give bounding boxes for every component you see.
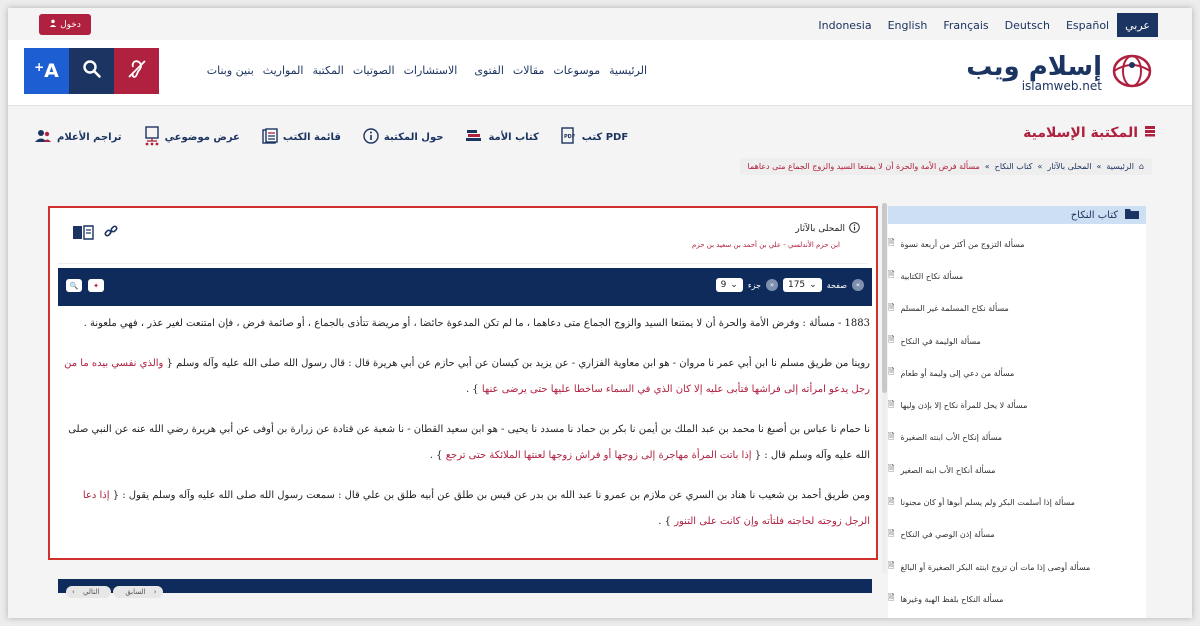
sidebar-chapter-title[interactable]: كتاب النكاح bbox=[888, 206, 1146, 224]
language-list bbox=[810, 13, 1158, 37]
nav-boys-girls[interactable]: بنين وبنات bbox=[206, 64, 254, 77]
library-title[interactable]: المكتبة الإسلامية bbox=[1023, 125, 1156, 141]
book-title: المحلى بالآثار bbox=[795, 222, 860, 236]
hadith-icon[interactable]: ✦ bbox=[88, 279, 104, 292]
content-scrollbar[interactable] bbox=[882, 203, 887, 573]
library-link-books-list[interactable]: قائمة الكتب bbox=[262, 126, 341, 149]
prev-next-nav bbox=[66, 586, 163, 598]
paragraph: 1883 - مسألة : وفرض الأمة والحرة أن لا يمتنعا السيد والزوج الجماع متى دعاهما ، ما لم تكن المدعوة حائضا ، أو مريضة تتأذى بالجماع ، أو صائمة فرض ، فإن امتنعت لغير عذر ، فهي ملعونة . bbox=[83, 318, 870, 329]
sidebar-item[interactable]: 🗎 مسألة أوصى إذا مات أن تزوج ابنته البكر الصغيرة أو البالغ bbox=[888, 551, 1146, 583]
breadcrumb-chapter[interactable]: كتاب النكاح bbox=[994, 162, 1033, 171]
browser-page bbox=[8, 8, 1192, 618]
hadith-text: والذي نفسي بيده ما من رجل يدعو امرأته إلى فراشها فتأبى عليه إلا كان الذي في السماء ساخطا عليها حتى يرضى عنها bbox=[64, 358, 870, 395]
book-author[interactable]: ابن حزم الأندلسي - علي بن أحمد بن سعيد بن حزم bbox=[692, 241, 840, 249]
paragraph: نا حمام نا عباس بن أصبغ نا محمد بن عبد الملك بن أيمن نا بكر بن حماد نا مسدد نا يحيى - هو ابن سعيد القطان - نا شعبة عن قتادة عن زرارة بن أوفى عن أبي هريرة رضي الله عنه عن النبي صلى الله عليه وآله وسلم قال : { إذا باتت المرأة مهاجرة إلى زوجها أو فراش زوجها لعنتها الملائكة حتى ترجع } . bbox=[68, 424, 870, 461]
prev-button[interactable]: السابق › bbox=[113, 586, 162, 598]
hadith-text: إذا باتت المرأة مهاجرة إلى زوجها أو فراش زوجها لعنتها الملائكة حتى ترجع bbox=[445, 450, 752, 461]
language-bar bbox=[8, 8, 1192, 40]
book-content-panel bbox=[48, 206, 878, 560]
sidebar-item[interactable]: 🗎 مسألة النكاح بلفظ الهبة وغيرها bbox=[888, 583, 1146, 615]
books-stack-icon bbox=[465, 129, 483, 146]
sidebar-item[interactable]: 🗎 مسألة إذن الوصي في النكاح bbox=[888, 519, 1146, 551]
site-logo[interactable] bbox=[964, 48, 1154, 98]
main-nav bbox=[207, 64, 647, 77]
page-navigator-bottom bbox=[58, 579, 872, 593]
breadcrumb-book[interactable]: المحلى بالآثار bbox=[1047, 162, 1092, 171]
font-size-button[interactable] bbox=[24, 48, 69, 94]
nav-inheritance[interactable]: المواريث bbox=[262, 64, 304, 77]
document-icon: 🗎 bbox=[888, 528, 895, 538]
people-icon bbox=[34, 129, 52, 146]
library-link-pdf[interactable]: PDF كتب PDF bbox=[561, 126, 628, 149]
sidebar-item[interactable]: 🗎 مسألة أنكاح الأب ابنه الصغير bbox=[888, 454, 1146, 486]
document-icon: 🗎 bbox=[888, 238, 895, 248]
hearing-button[interactable] bbox=[114, 48, 159, 94]
folder-icon bbox=[1124, 208, 1140, 223]
library-nav bbox=[34, 126, 628, 149]
document-icon: 🗎 bbox=[888, 431, 895, 441]
chevron-down-icon: ⌄ bbox=[730, 280, 738, 290]
book-text bbox=[58, 311, 870, 549]
link-icon[interactable] bbox=[104, 224, 118, 244]
chapter-sidebar bbox=[888, 206, 1146, 618]
breadcrumb-separator: « bbox=[1037, 162, 1043, 171]
sidebar-item[interactable]: 🗎 مسألة التزوج من أكثر من أربعة نسوة bbox=[888, 228, 1146, 260]
document-icon: 🗎 bbox=[888, 270, 895, 280]
paragraph: روينا من طريق مسلم نا ابن أبي عمر نا مروان - هو ابن معاوية الفزاري - عن يزيد بن كيسان عن أبي حازم عن أبي هريرة قال : قال رسول الله صلى الله عليه وآله وسلم { والذي نفسي بيده ما من رجل يدعو امرأته إلى فراشها فتأبى عليه إلا كان الذي في السماء ساخطا عليها حتى يرضى عنها } . bbox=[64, 358, 870, 395]
next-page-icon[interactable]: » bbox=[766, 279, 778, 291]
library-link-about[interactable]: حول المكتبة bbox=[363, 126, 444, 149]
lang-french[interactable]: Français bbox=[943, 18, 989, 32]
prev-page-icon[interactable]: « bbox=[852, 279, 864, 291]
hadith-text: إذا دعا الرجل زوجته لحاجته فلتأته وإن كانت على التنور bbox=[82, 490, 870, 527]
hearing-icon bbox=[126, 58, 148, 84]
breadcrumb bbox=[740, 158, 1152, 175]
nav-articles[interactable]: مقالات bbox=[512, 64, 545, 77]
library-books-icon bbox=[1144, 125, 1156, 141]
lang-arabic[interactable]: عربي bbox=[1117, 13, 1158, 37]
page-navigator bbox=[58, 268, 872, 306]
lang-german[interactable]: Deutsch bbox=[1004, 18, 1050, 32]
info-icon bbox=[363, 128, 379, 147]
logo-emblem-icon bbox=[1110, 51, 1154, 95]
document-icon: 🗎 bbox=[888, 335, 895, 345]
login-button[interactable] bbox=[39, 14, 91, 35]
sidebar-item[interactable]: 🗎 مسألة نكاح المسلمة غير المسلم bbox=[888, 293, 1146, 325]
document-icon: 🗎 bbox=[888, 399, 895, 409]
search-in-book-icon[interactable]: 🔍 bbox=[66, 279, 82, 292]
nav-audio[interactable]: الصوتيات bbox=[352, 64, 395, 77]
sidebar-item[interactable]: 🗎 مسألة الوليمة في النكاح bbox=[888, 325, 1146, 357]
book-list-icon bbox=[262, 128, 278, 147]
part-label: جزء bbox=[747, 280, 761, 290]
chevron-down-icon: ⌄ bbox=[809, 280, 817, 290]
nav-consultations[interactable]: الاستشارات bbox=[403, 64, 458, 77]
breadcrumb-separator: « bbox=[1096, 162, 1102, 171]
nav-home[interactable]: الرئيسية bbox=[609, 64, 647, 77]
pager bbox=[716, 278, 864, 292]
breadcrumb-home[interactable]: الرئيسية bbox=[1106, 162, 1134, 171]
book-header bbox=[58, 212, 868, 264]
lang-spanish[interactable]: Español bbox=[1065, 18, 1110, 32]
sidebar-list bbox=[888, 224, 1146, 616]
sidebar-item[interactable]: 🗎 مسألة إنكاح الأب ابنته الصغيرة bbox=[888, 422, 1146, 454]
search-icon bbox=[82, 59, 102, 83]
next-button[interactable]: ‹ التالي bbox=[66, 586, 111, 598]
document-icon: 🗎 bbox=[888, 464, 895, 474]
document-icon: 🗎 bbox=[888, 496, 895, 506]
svg-text:PDF: PDF bbox=[563, 134, 575, 140]
page-tools bbox=[66, 279, 104, 292]
library-link-ummah[interactable]: كتاب الأمة bbox=[465, 126, 538, 149]
nav-encyclopedias[interactable]: موسوعات bbox=[553, 64, 601, 77]
topic-tree-icon bbox=[144, 126, 160, 149]
document-icon: 🗎 bbox=[888, 593, 895, 603]
document-icon: 🗎 bbox=[888, 561, 895, 571]
nav-fatwa[interactable]: الفتوى bbox=[474, 64, 504, 77]
page-label: صفحة bbox=[826, 280, 847, 290]
sidebar-item[interactable]: 🗎 مسألة نكاح الكتابية bbox=[888, 260, 1146, 292]
logo-arabic-text: إسلام ويب bbox=[966, 52, 1102, 82]
login-label: دخول bbox=[60, 19, 81, 30]
lang-indonesian[interactable]: Indonesia bbox=[818, 18, 872, 32]
document-icon: 🗎 bbox=[888, 367, 895, 377]
book-index-icon[interactable] bbox=[72, 224, 94, 244]
home-icon: ⌂ bbox=[1138, 162, 1144, 171]
main-navbar bbox=[8, 40, 1192, 106]
page-select[interactable]: 175 ⌄ bbox=[783, 278, 822, 292]
nav-library[interactable]: المكتبة bbox=[312, 64, 344, 77]
font-size-icon: +A bbox=[34, 60, 59, 82]
lang-english[interactable]: English bbox=[887, 18, 928, 32]
document-icon: 🗎 bbox=[888, 302, 895, 312]
breadcrumb-current: مسألة فرض الأمة والحرة أن لا يمتنعا السيد والزوج الجماع متى دعاهما bbox=[747, 162, 980, 171]
pdf-icon bbox=[561, 127, 577, 148]
book-actions bbox=[72, 224, 118, 244]
library-link-biographies[interactable]: تراجم الأعلام bbox=[34, 126, 122, 149]
breadcrumb-separator: « bbox=[984, 162, 990, 171]
paragraph: ومن طريق أحمد بن شعيب نا هناد بن السري عن ملازم بن عمرو نا عبد الله بن بدر عن قيس بن طلق عن أبيه طلق بن علي قال : سمعت رسول الله صلى الله عليه وآله وسلم يقول : { إذا دعا الرجل زوجته لحاجته فلتأته وإن كانت على التنور } . bbox=[82, 490, 870, 527]
user-icon bbox=[49, 19, 57, 30]
sidebar-item[interactable]: 🗎 مسألة من دعي إلى وليمة أو طعام bbox=[888, 357, 1146, 389]
info-icon[interactable] bbox=[849, 222, 860, 236]
library-link-topical[interactable]: عرض موضوعي bbox=[144, 126, 240, 149]
logo-english-text: islamweb.net bbox=[1021, 79, 1102, 93]
search-button[interactable] bbox=[69, 48, 114, 94]
part-select[interactable]: 9 ⌄ bbox=[716, 278, 743, 292]
sidebar-item[interactable]: 🗎 مسألة إذا أسلمت البكر ولم يسلم أبوها أو كان مجنونا bbox=[888, 486, 1146, 518]
sidebar-item[interactable]: 🗎 مسألة لا يحل للمرأة نكاح إلا بإذن وليها bbox=[888, 389, 1146, 421]
